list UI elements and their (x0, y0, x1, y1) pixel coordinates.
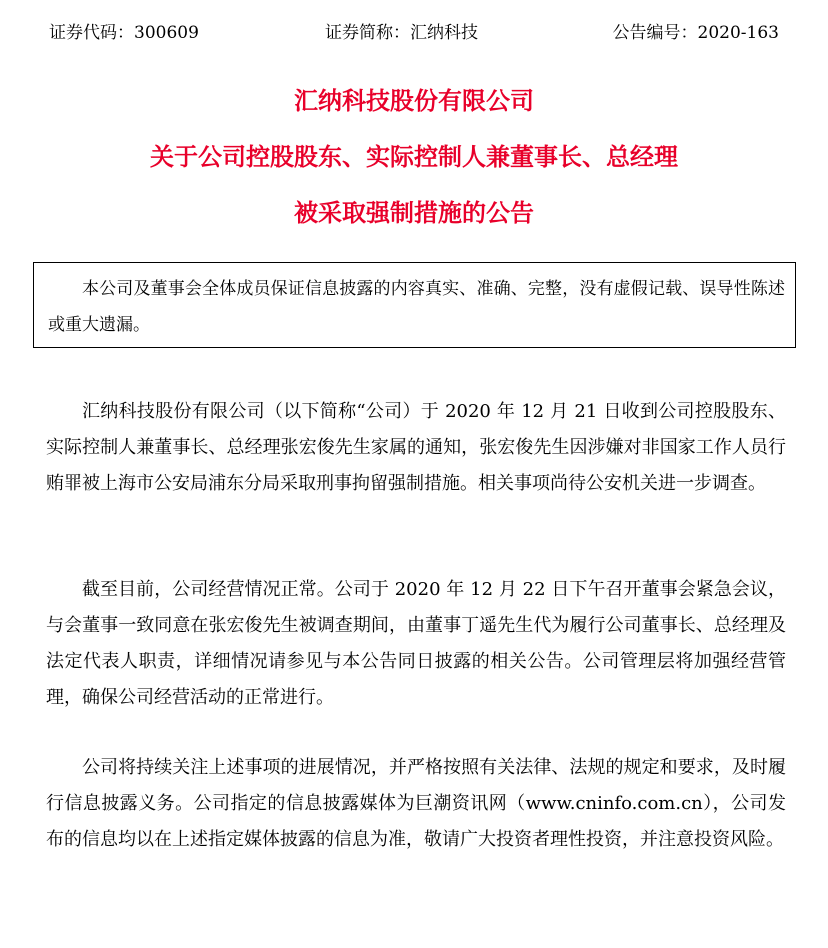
disclosure-statement: 本公司及董事会全体成员保证信息披露的内容真实、准确、完整，没有虚假记载、误导性陈述或重大遗漏。 (48, 279, 785, 335)
stock-code: 证券代码：300609 (49, 23, 199, 43)
body-paragraph-2: 截至目前，公司经营情况正常。公司于 2020 年 12 月 22 日下午召开董事会紧急会议，与会董事一致同意在张宏俊先生被调查期间，由董事丁遥先生代为履行公司董事长、总经理及法定代表人职责，详细情况请参见与本公告同日披露的相关公告。公司管理层将加强经营管理，确保公司经营活动的正常进行。 (46, 579, 786, 708)
announcement-title-line-1: 关于公司控股股东、实际控制人兼董事长、总经理 (150, 143, 678, 171)
disclosure-statement-box (33, 262, 796, 348)
body-paragraph-1: 汇纳科技股份有限公司（以下简称“公司）于 2020 年 12 月 21 日收到公司控股股东、实际控制人兼董事长、总经理张宏俊先生家属的通知，张宏俊先生因涉嫌对非国家工作人员行贿罪被上海市公安局浦东分局采取刑事拘留强制措施。相关事项尚待公安机关进一步调查。 (46, 401, 786, 494)
stock-short-name: 证券简称：汇纳科技 (325, 23, 478, 43)
announcement-title-line-2: 被采取强制措施的公告 (294, 199, 534, 227)
body-paragraph-3: 公司将持续关注上述事项的进展情况，并严格按照有关法律、法规的规定和要求，及时履行信息披露义务。公司指定的信息披露媒体为巨潮资讯网（www.cninfo.com.cn），公司发布的信息均以在上述指定媒体披露的信息为准，敬请广大投资者理性投资，并注意投资风险。 (46, 757, 786, 850)
company-title: 汇纳科技股份有限公司 (294, 87, 534, 115)
announcement-number: 公告编号：2020-163 (612, 23, 779, 43)
document-header (0, 20, 828, 46)
